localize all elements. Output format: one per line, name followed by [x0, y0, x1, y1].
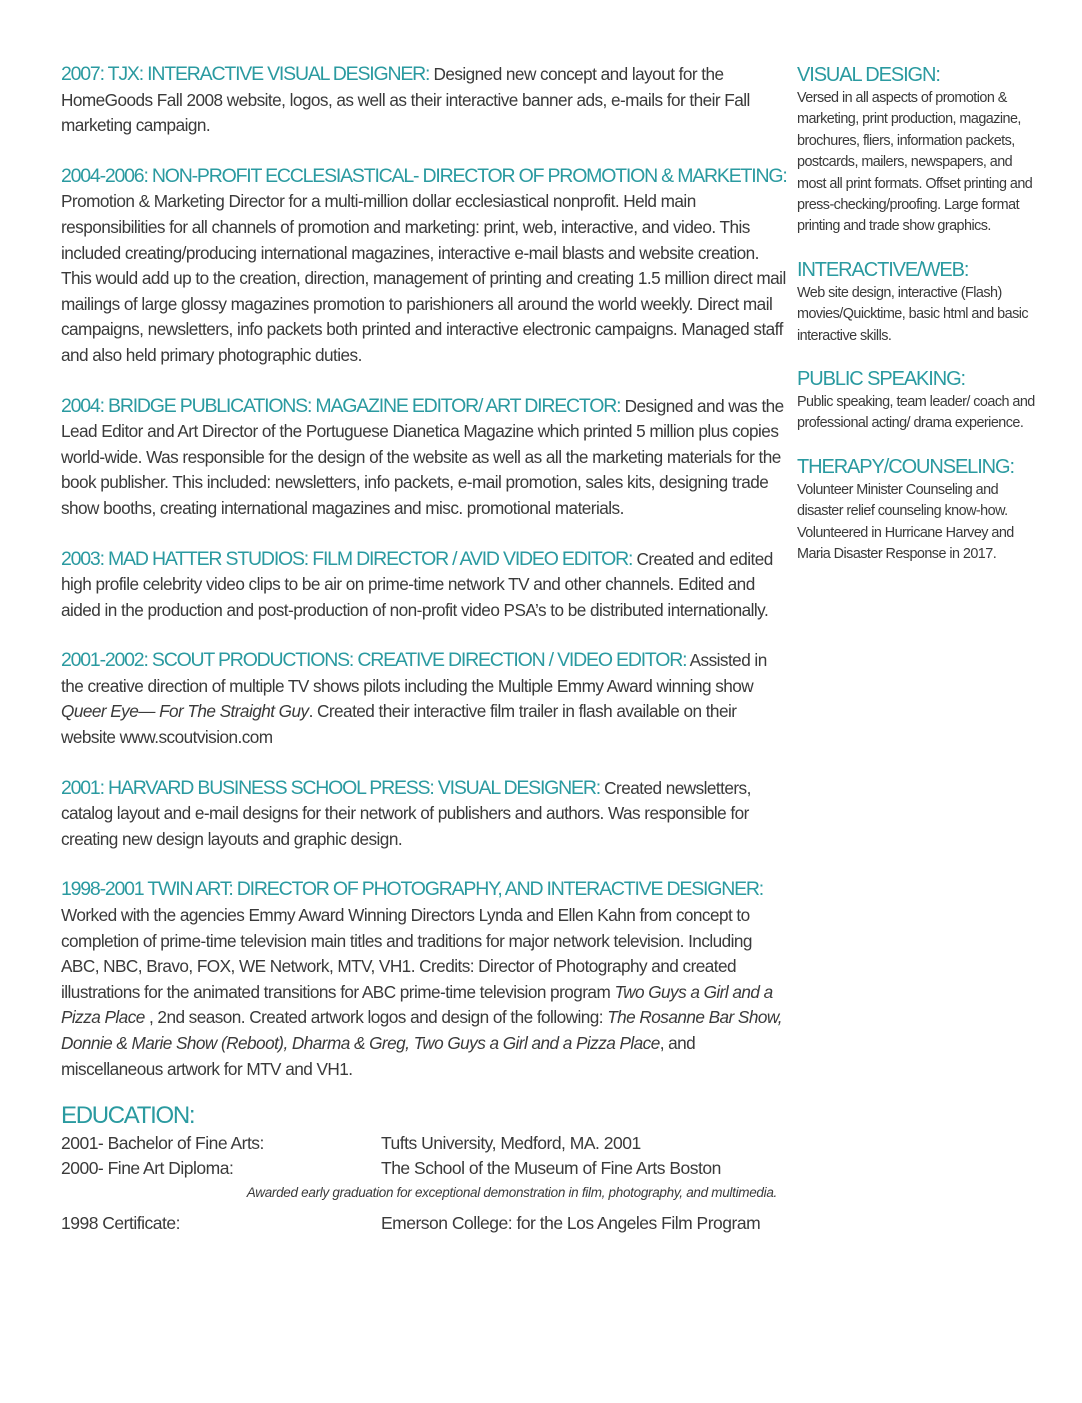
job-entry [61, 164, 791, 369]
degree: 2001- Bachelor of Fine Arts: [61, 1133, 264, 1154]
job-description: Designed and was the Lead Editor and Art Director of the Portuguese Dianetica Magazine which printed 5 million plus copies world-wide. Was responsible for the design of the website as well as all the marketing materials for the book publisher. This included: newsletters, info packets, e-mail promotion, sales kits, designing trade show booths, creating international magazines and misc. promotional materials. [61, 395, 784, 518]
show-title: Two Guys a Girl and a Pizza Place [61, 981, 773, 1028]
skill-section [797, 366, 1037, 435]
skill-section [797, 62, 1037, 238]
job-description: Created and edited high profile celebrity video clips to be air on prime-time network TV and other channels. Edited and aided in the production and post-production of non-profit video PSA’s to be distributed internationally. [61, 548, 773, 620]
show-title: Queer Eye— For The Straight Guy [61, 701, 309, 722]
education-row [61, 1131, 791, 1156]
job-entry [61, 648, 791, 750]
degree: 2000- Fine Art Diploma: [61, 1158, 234, 1179]
job-title: 2004-2006: NON-PROFIT ECCLESIASTICAL- DIRECTOR OF PROMOTION & MARKETING: [61, 164, 787, 187]
job-entry [61, 547, 791, 624]
education-heading: EDUCATION: [61, 1102, 195, 1130]
skill-description: Public speaking, team leader/ coach and professional acting/ drama experience. [797, 394, 1035, 432]
job-description: Assisted in the creative direction of multiple TV shows pilots including the Multiple Emmy Award winning show [61, 650, 767, 696]
school: The School of the Museum of Fine Arts Boston [381, 1158, 721, 1179]
education-row [61, 1156, 791, 1181]
job-title: 2007: TJX: INTERACTIVE VISUAL DESIGNER: [61, 63, 430, 85]
job-description: Designed new concept and layout for the HomeGoods Fall 2008 website, logos, as well as their interactive banner ads, e-mails for their Fall marketing campaign. [61, 64, 750, 136]
skill-section [797, 257, 1037, 347]
school: Tufts University, Medford, MA. 2001 [381, 1133, 641, 1154]
skill-description: Volunteer Minister Counseling and disaster relief counseling know-how. Volunteered in Hurricane Harvey and Maria Disaster Response in 2017. [797, 481, 1014, 563]
education-section [61, 1101, 791, 1236]
job-description: Created newsletters, catalog layout and e-mail designs for their network of publishers and authors. Was responsible for creating new design layouts and graphic design. [61, 777, 751, 849]
job-title: 1998-2001 TWIN ART: DIRECTOR OF PHOTOGRAPHY, AND INTERACTIVE DESIGNER: [61, 878, 763, 901]
school: Emerson College: for the Los Angeles Film Program [381, 1213, 761, 1234]
job-entry [61, 776, 791, 853]
job-description: Promotion & Marketing Director for a multi-million dollar ecclesiastical nonprofit. Held main responsibilities for all channels of promotion and marketing: print, web, interactive, and video. This included creating/producing international magazines, interactive e-mail blasts and website creation. This would add up to the creation, direction, management of printing and creating 1.5 million direct mail mailings of large glossy magazines promotion to parishioners all around the world weekly. Direct mail campaigns, newsletters, info packets both printed and interactive electronic campaigns. Managed staff and also held primary photographic duties. [61, 191, 786, 365]
skill-heading: PUBLIC SPEAKING: [797, 368, 966, 391]
job-entry [61, 877, 791, 1082]
education-note: Awarded early graduation for exceptional demonstration in film, photography, and multimedia. [246, 1185, 777, 1201]
job-title: 2001: HARVARD BUSINESS SCHOOL PRESS: VISUAL DESIGNER: [61, 776, 600, 799]
show-list: The Rosanne Bar Show, Donnie & Marie Show (Reboot), Dharma & Greg, Two Guys a Girl and a Pizza Place [61, 1007, 782, 1053]
skill-description: Versed in all aspects of promotion & marketing, print production, magazine, brochures, fliers, information packets, postcards, mailers, newspapers, and most all print formats. Offset printing and press-checking/proofing. Large format printing and trade show graphics. [797, 90, 1033, 235]
job-description-end: , and miscellaneous artwork for MTV and VH1. [61, 1033, 696, 1079]
skill-heading: THERAPY/COUNSELING: [797, 455, 1014, 478]
experience-column [61, 62, 791, 1236]
job-description-continued: , 2nd season. Created artwork logos and design of the following: [148, 1007, 603, 1028]
job-entry [61, 62, 791, 139]
job-description: Worked with the agencies Emmy Award Winning Directors Lynda and Ellen Kahn from concept to completion of prime-time television main titles and traditions for major network television. Including ABC, NBC, Bravo, FOX, WE Network, MTV, VH1. Credits: Director of Photography and created illustrations for the animated transitions for ABC prime-time television program [61, 905, 752, 1002]
skill-heading: INTERACTIVE/WEB: [797, 258, 969, 281]
skill-heading: VISUAL DESIGN: [797, 64, 940, 86]
job-title: 2003: MAD HATTER STUDIOS: FILM DIRECTOR / AVID VIDEO EDITOR: [61, 547, 633, 570]
job-title: 2004: BRIDGE PUBLICATIONS: MAGAZINE EDITOR/ ART DIRECTOR: [61, 394, 621, 417]
skill-section [797, 454, 1037, 566]
skill-description: Web site design, interactive (Flash) movies/Quicktime, basic html and basic interactive skills. [797, 284, 1029, 344]
skills-sidebar [797, 62, 1037, 585]
degree: 1998 Certificate: [61, 1213, 180, 1234]
job-description-continued: . Created their interactive film trailer in flash available on their website www.scoutvision.com [61, 701, 737, 748]
education-row [61, 1211, 791, 1236]
job-entry [61, 394, 791, 522]
job-title: 2001-2002: SCOUT PRODUCTIONS: CREATIVE DIRECTION / VIDEO EDITOR: [61, 649, 687, 672]
